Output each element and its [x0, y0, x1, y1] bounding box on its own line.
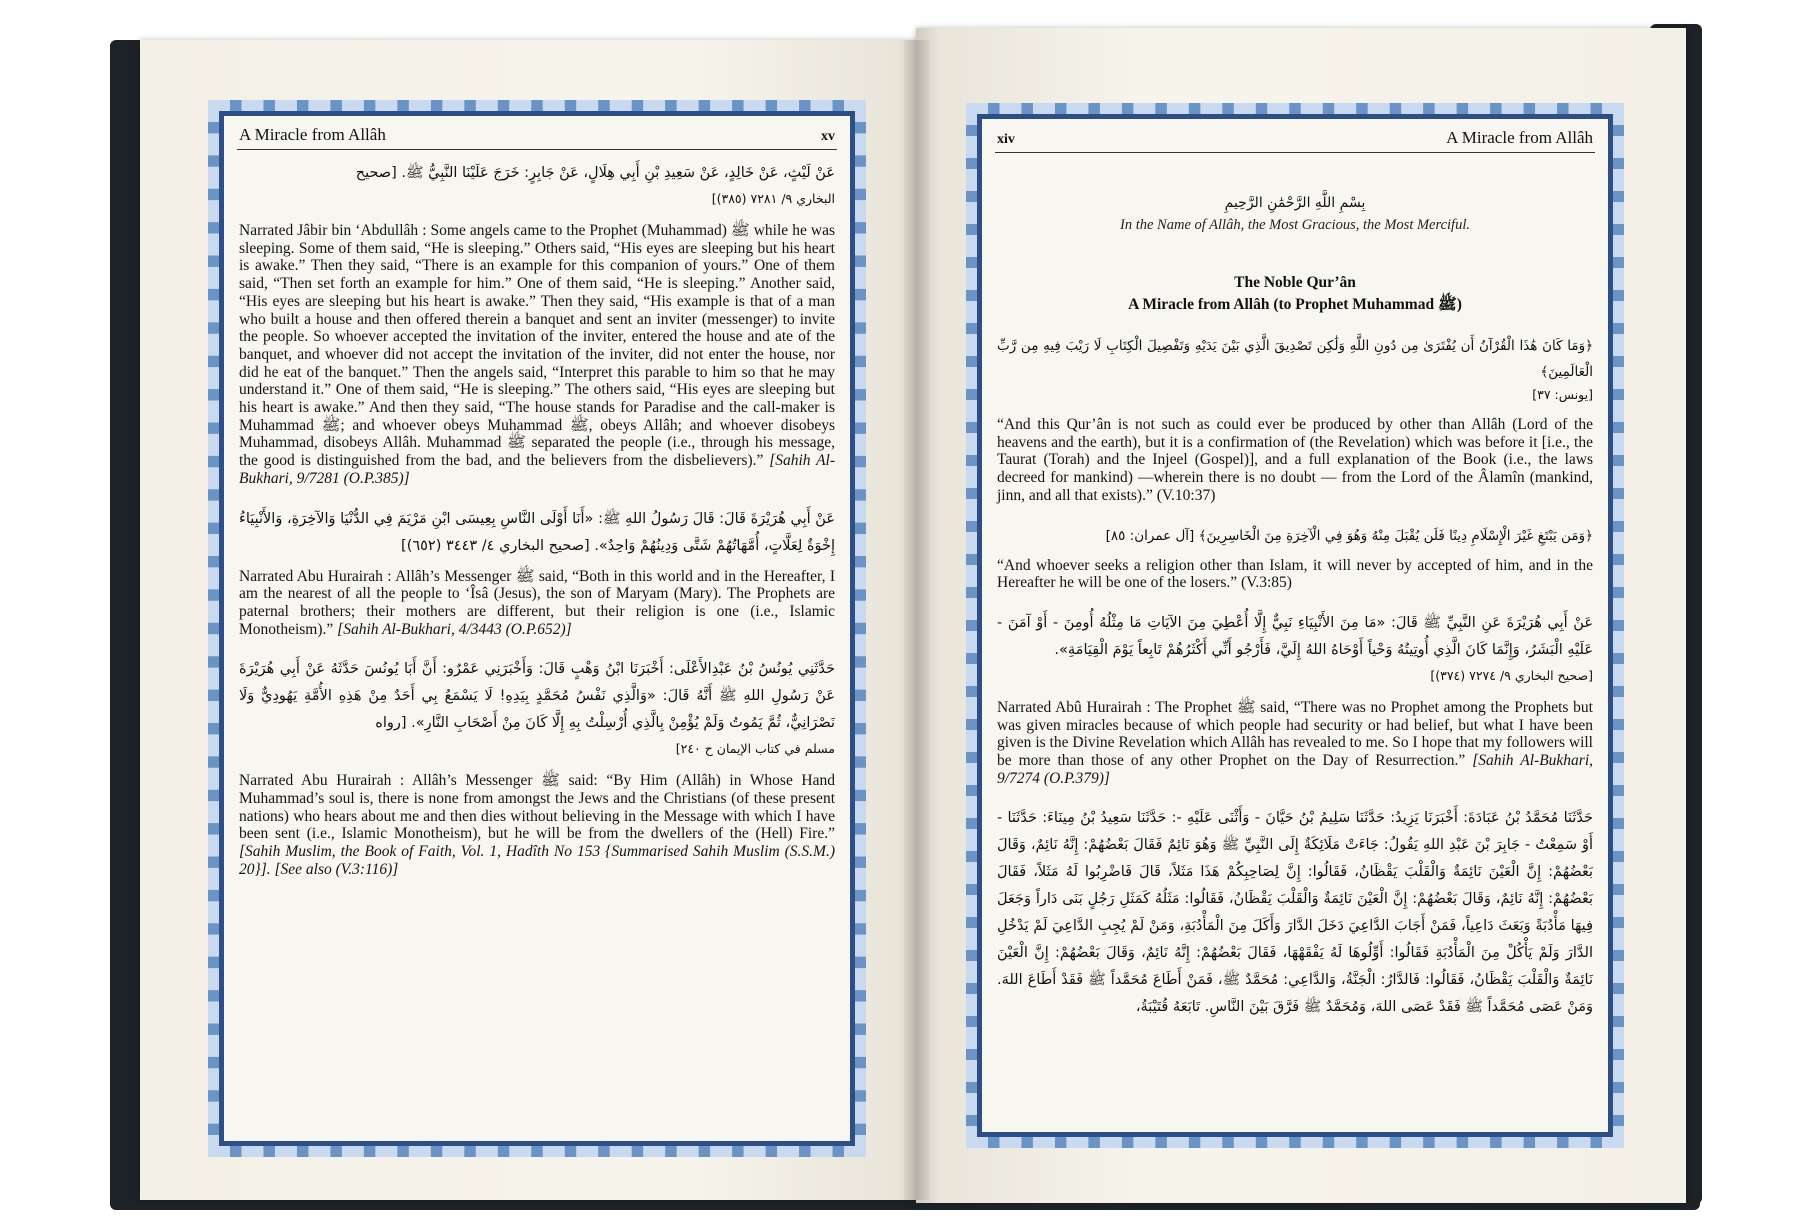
hadith-3-english-text: Narrated Abu Hurairah : Allâh’s Messenger ﷺ said: “By Him (Allâh) in Whose Hand Muhammad’s soul is, there is none from amongst the Jews and the Christians (of these present nations) who hears about me and then dies without believing in the Message with which I have been sent (i.e., Islamic Monotheism), but he will be from the dwellers of the (Hell) Fire.”: [239, 772, 835, 843]
right-page-header: [995, 126, 1595, 153]
hadith-2-english: [239, 568, 835, 639]
hadith-4-arabic: عَنْ أَبِي هُرَيْرَةَ عَنِ النَّبِيِّ ﷺ قَالَ: «مَا مِنَ الأَنْبِيَاءِ نَبِيٌّ إِلَّا أُعْطِيَ مِنَ الآيَاتِ مَا مِثْلُهُ أُومِنَ - أَوْ آمَنَ - عَلَيْهِ الْبَشَرُ، وَإِنَّمَا كَانَ الَّذِي أُوتِيتُهُ وَحْياً أَوْحَاهُ اللهُ إِلَيَّ، فَأَرْجُو أَنِّي أَكْثَرُهُمْ تَابِعاً يَوْمَ الْقِيَامَةِ».: [997, 614, 1593, 658]
left-page-frame: [208, 100, 866, 1157]
verse-2-arabic: ﴿وَمَن يَبْتَغِ غَيْرَ الْإِسْلَامِ دِينًا فَلَن يُقْبَلَ مِنْهُ وَهُوَ فِي الْآخِرَةِ مِنَ الْخَاسِرِينَ﴾ [آل عمران: ٨٥]: [1105, 527, 1593, 544]
hadith-3-english: [239, 772, 835, 878]
hadith-3-source: مسلم في كتاب الإيمان ح ٢٤٠]: [675, 741, 835, 757]
hadith-1-english-text: Narrated Jâbir bin ‘Abdullâh : Some angels came to the Prophet (Muhammad) ﷺ while he was sleeping. Some of them said, “He is sleeping.” Others said, “His eyes are sleeping but his heart is awake.” Then they said, “There is an example for this companion of yours.” One of them said, “Then set forth an example for him.” One of them said, “He is sleeping.” Another said, “His eyes are sleeping but his heart is awake.” Then they said, “His example is that of a man who built a house and then offered therein a banquet and sent an inviter (messenger) to invite the people. So whoever accepted the invitation of the inviter, entered the house and ate of the banquet, and whoever did not accept the invitation of the inviter, did not enter the house, nor did he eat of the banquet.” Then the angels said, “Interpret this parable to him so that he may understand it.” One of them said, “He is sleeping.” The others said, “His eyes are sleeping but his heart is awake.” And then they said, “The house stands for Paradise and the call-maker is Muhammad ﷺ; and whoever obeys Muhammad ﷺ, obeys Allâh; and whoever disobeys Muhammad, disobeys Allâh. Muhammad ﷺ separated the people (i.e., through his message, the good is distinguished from the bad, and the believers from the disbelievers).”: [239, 222, 836, 470]
hadith-4-source: [صحيح البخاري ٩/ ٧٢٧٤ (٣٧٤)]: [1430, 667, 1593, 683]
left-header-title: A Miracle from Allâh: [239, 125, 386, 144]
left-page-number: xv: [821, 129, 835, 144]
hadith-4-english-text: Narrated Abû Hurairah : The Prophet ﷺ said, “There was no Prophet among the Prophets but was given miracles because of which people had security or had belief, but what I have been given is the Divine Revelation which Allâh has revealed to me. So I hope that my followers will be more than those of any other Prophet on the Day of Resurrection.”: [997, 698, 1593, 770]
hadith-2-reference: [Sahih Al-Bukhari, 4/3443 (O.P.652)]: [337, 620, 572, 638]
verse-2-english: “And whoever seeks a religion other than Islam, it will never by accepted of him, and in the Hereafter he will be one of the losers.” (V.3:85): [997, 556, 1593, 592]
verse-1-arabic: ﴿وَمَا كَانَ هَٰذَا الْقُرْآنُ أَن يُفْتَرَىٰ مِن دُونِ اللَّهِ وَلَٰكِن تَصْدِيقَ الَّذِي بَيْنَ يَدَيْهِ وَتَفْصِيلَ الْكِتَابِ لَا رَيْبَ فِيهِ مِن رَّبِّ الْعَالَمِينَ﴾: [997, 338, 1593, 380]
hadith-4-english: [997, 699, 1593, 788]
hadith-3-arabic: حَدَّثَنِي يُونُسُ بْنُ عَبْدِالأَعْلَى: أَخْبَرَنَا ابْنُ وَهْبٍ قَالَ: وَأَخْبَرَنِي عَمْرٌو: أَنَّ أَبَا يُونُسَ حَدَّثَهُ عَنْ أَبِي هُرَيْرَةَ عَنْ رَسُولِ اللهِ ﷺ أَنَّهُ قَالَ: «وَالَّذِي نَفْسُ مُحَمَّدٍ بِيَدِهِ! لَا يَسْمَعُ بِي أَحَدٌ مِنْ هَذِهِ الأُمَّةِ يَهُودِيٌّ وَلَا نَصْرَانِيٌّ، ثُمَّ يَمُوتُ وَلَمْ يُؤْمِنْ بِالَّذِي أُرْسِلْتُ بِهِ إِلَّا كَانَ مِنْ أَصْحَابِ النَّارِ». [رواه: [239, 661, 835, 732]
section-title: The Noble Qur’ân: [1234, 274, 1356, 291]
verse-1-english: “And this Qur’ân is not such as could ever be produced by other than Allâh (Lord of the heavens and the earth), but it is a confirmation of (the Revelation) which was before it [i.e., the Taurat (Torah) and the Injeel (Gospel)], and a full explanation of the Book (i.e., the laws decreed for mankind) —wherein there is no doubt — from the Lord of the Âlamîn (mankind, jinn, and all that exists).” (V.10:37): [997, 416, 1593, 504]
left-page-header: [237, 123, 837, 150]
right-page-frame: [966, 103, 1624, 1148]
hadith-2-arabic: عَنْ أَبِي هُرَيْرَةَ قَالَ: قَالَ رَسُولُ اللهِ ﷺ: «أَنَا أَوْلَى النَّاسِ بِعِيسَى ابْنِ مَرْيَمَ فِي الدُّنْيَا وَالآخِرَةِ، وَالأَنْبِيَاءُ إِخْوَةٌ لِعَلَّاتٍ، أُمَّهَاتُهُمْ شَتَّى وَدِينُهُمْ وَاحِدٌ». [صحيح البخاري ٤/ ٣٤٤٣ (٦٥٢)]: [239, 510, 835, 554]
basmala-english: In the Name of Allâh, the Most Gracious, the Most Merciful.: [1120, 217, 1470, 233]
basmala-arabic: بِسْمِ اللَّهِ الرَّحْمَٰنِ الرَّحِيمِ: [1224, 195, 1366, 211]
book-gutter: [904, 40, 930, 1200]
left-page-content: [237, 123, 837, 1134]
hadith-4-reference: [Sahih Al-Bukhari, 9/7274 (O.P.379)]: [997, 752, 1594, 787]
hadith-1-reference: [Sahih Al-Bukhari, 9/7281 (O.P.385)]: [239, 452, 836, 487]
hadith-3-reference: [Sahih Muslim, the Book of Faith, Vol. 1, Hadîth No 153 {Summarised Sahih Muslim (S.S.M.) 20}]. [See also (V.3:116)]: [239, 843, 835, 878]
hadith-2-english-text: Narrated Abu Hurairah : Allâh’s Messenger ﷺ said, “Both in this world and in the Hereafter, I am the nearest of all the people to ‘Îsâ (Jesus), the son of Maryam (Mary). The Prophets are paternal brothers; their mothers are different, but their religion is one (i.e., Islamic Monotheism).”: [239, 567, 835, 638]
hadith-1-english: [239, 222, 835, 488]
right-page-content: [995, 126, 1595, 1125]
hadith-1-source: البخاري ٩/ ٧٢٨١ (٣٨٥)]: [711, 191, 835, 206]
hadith-5-arabic: حَدَّثَنَا مُحَمَّدُ بْنُ عَبَادَةَ: أَخْبَرَنَا يَزِيدُ: حَدَّثَنَا سَلِيمُ بْنُ حَيَّانَ - وَأَثْنَى عَلَيْهِ -: حَدَّثَنَا سَعِيدُ بْنُ مِينَاءَ: حَدَّثَنَا - أَوْ سَمِعْتُ - جَابِرَ بْنَ عَبْدِ اللهِ يَقُولُ: جَاءَتْ مَلَائِكَةٌ إِلَى النَّبِيِّ ﷺ وَهُوَ نَائِمٌ فَقَالَ بَعْضُهُمْ: إِنَّهُ نَائِمٌ، وَقَالَ بَعْضُهُمْ: إِنَّ الْعَيْنَ نَائِمَةٌ وَالْقَلْبَ يَقْظَانُ، فَقَالُوا: إِنَّ لِصَاحِبِكُمْ هَذَا مَثَلاً، قَالَ فَاضْرِبُوا لَهُ مَثَلاً، فَقَالَ بَعْضُهُمْ: إِنَّهُ نَائِمٌ، وَقَالَ بَعْضُهُمْ: إِنَّ الْعَيْنَ نَائِمَةٌ وَالْقَلْبَ يَقْظَانُ، فَقَالُوا: مَثَلُهُ كَمَثَلِ رَجُلٍ بَنَى دَاراً وَجَعَلَ فِيهَا مَأْدُبَةً وَبَعَثَ دَاعِياً، فَمَنْ أَجَابَ الدَّاعِيَ دَخَلَ الدَّارَ وَأَكَلَ مِنَ الْمَأْدُبَةِ، وَمَنْ لَمْ يُجِبِ الدَّاعِيَ لَمْ يَدْخُلِ الدَّارَ وَلَمْ يَأْكُلْ مِنَ الْمَأْدُبَةِ فَقَالُوا: أَوِّلُوهَا لَهُ يَفْقَهْهَا، فَقَالَ بَعْضُهُمْ: إِنَّهُ نَائِمٌ، وَقَالَ بَعْضُهُمْ: إِنَّ الْعَيْنَ نَائِمَةٌ وَالْقَلْبَ يَقْظَانُ، فَقَالُوا: فَالدَّارُ: الْجَنَّةُ، وَالدَّاعِي: مُحَمَّدٌ ﷺ، فَمَنْ أَطَاعَ مُحَمَّداً ﷺ فَقَدْ أَطَاعَ اللهَ. وَمَنْ عَصَى مُحَمَّداً ﷺ فَقَدْ عَصَى اللهَ، وَمُحَمَّدٌ ﷺ فَرَّقَ بَيْنَ النَّاسِ. تَابَعَهُ قُتَيْبَةُ،: [997, 810, 1593, 1016]
right-page-number: xiv: [997, 132, 1015, 147]
verse-1-reference: [يونس: ٣٧]: [1532, 387, 1593, 402]
right-header-title: A Miracle from Allâh: [1446, 128, 1593, 147]
hadith-1-arabic: عَنْ لَيْثٍ، عَنْ خَالِدٍ، عَنْ سَعِيدِ بْنِ أَبِي هِلَالٍ، عَنْ جَابِرٍ: خَرَجَ عَلَيْنَا النَّبِيُّ ﷺ. [صحيح: [355, 165, 835, 181]
section-subtitle: A Miracle from Allâh (to Prophet Muhammad ﷺ): [1128, 296, 1462, 313]
